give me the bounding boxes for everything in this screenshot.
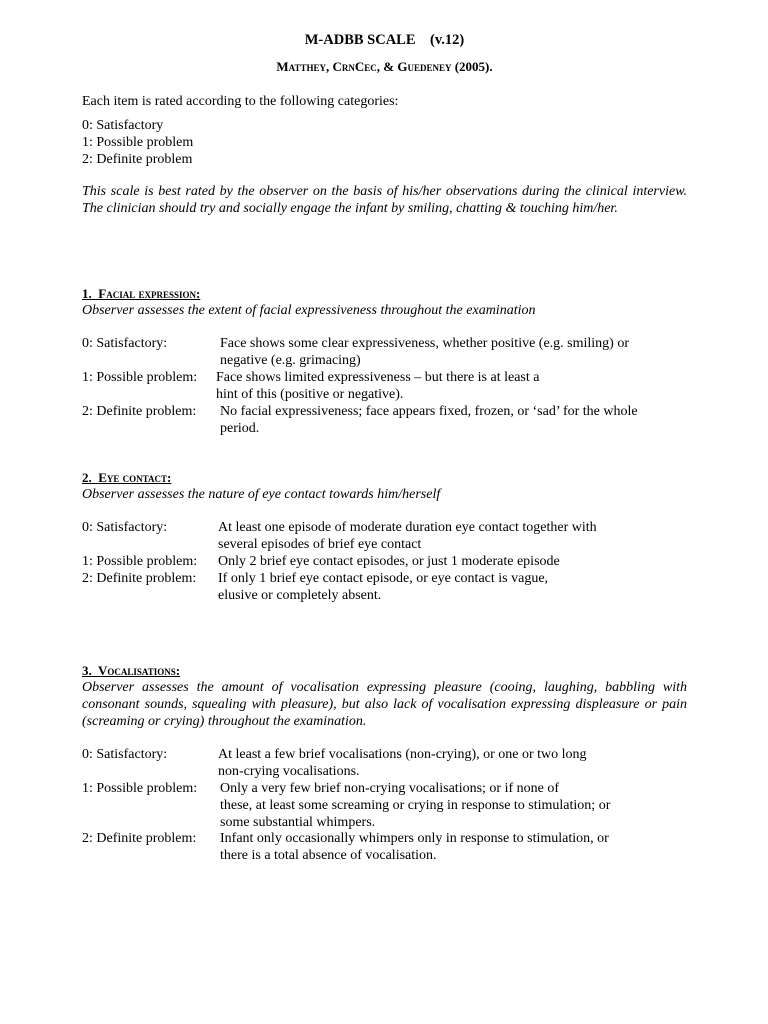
document-authors: Matthey, CrnCec, & Guedeney (2005). [276,59,493,74]
category-2: 2: Definite problem [82,152,193,167]
rating-line: elusive or completely absent. [218,588,382,603]
rating-label: 2: Definite problem: [82,571,197,586]
item-3-title: Vocalisations: [98,663,181,678]
rating-description [218,553,685,570]
item-2-number: 2. [82,470,92,485]
rating-description [216,369,683,403]
item-1-heading [82,285,200,302]
category-1: 1: Possible problem [82,135,194,150]
scale-note: This scale is best rated by the observer on the basis of his/her observations during the clinical interview. The clinician should try and socially engage the infant by smiling, chatting & touching him/her. [82,184,687,216]
rating-line: there is a total absence of vocalisation. [220,848,437,863]
rating-line: non-crying vocalisations. [218,764,360,779]
rating-line: If only 1 brief eye contact episode, or eye contact is vague, [218,571,549,586]
rating-line: Only 2 brief eye contact episodes, or just 1 moderate episode [218,554,560,569]
item-1-number: 1. [82,286,92,301]
rating-line: Infant only occasionally whimpers only in response to stimulation, or [220,831,609,846]
item-3-heading [82,662,180,679]
item-2-heading [82,469,171,486]
rating-label: 1: Possible problem: [82,781,198,796]
rating-label: 2: Definite problem: [82,831,197,846]
rating-description [220,335,687,369]
rating-label: 1: Possible problem: [82,370,198,385]
rating-line: Face shows limited expressiveness – but there is at least a [216,370,540,385]
rating-label: 0: Satisfactory: [82,747,168,762]
rating-line: No facial expressiveness; face appears fixed, frozen, or ‘sad’ for the whole [220,404,638,419]
document-title: M-ADBB SCALE (v.12) [304,32,465,48]
rating-description [218,570,685,604]
rating-label: 0: Satisfactory: [82,336,168,351]
rating-line: hint of this (positive or negative). [216,387,404,402]
item-3-instruction: Observer assesses the amount of vocalisation expressing pleasure (cooing, laughing, babbling with consonant sounds, squealing with pleasure), but also lack of vocalisation expressing displeasure or pain (screaming or crying) throughout the examination. [82,680,687,729]
rating-line: Only a very few brief non-crying vocalisations; or if none of [220,781,560,796]
rating-description [220,830,687,864]
rating-line: negative (e.g. grimacing) [220,353,361,368]
rating-line: At least a few brief vocalisations (non-crying), or one or two long [218,747,587,762]
rating-description [220,403,687,437]
rating-line: At least one episode of moderate duration eye contact together with [218,520,597,535]
rating-line: Face shows some clear expressiveness, whether positive (e.g. smiling) or [220,336,630,351]
intro-text: Each item is rated according to the following categories: [82,94,399,109]
item-2-title: Eye contact: [98,470,172,485]
rating-label: 2: Definite problem: [82,404,197,419]
item-1-title: Facial expression: [98,286,201,301]
rating-line: period. [220,421,260,436]
rating-line: some substantial whimpers. [220,815,376,830]
rating-description [218,519,685,553]
rating-line: these, at least some screaming or crying in response to stimulation; or [220,798,611,813]
item-3-number: 3. [82,663,92,678]
document-page [82,0,687,1024]
rating-label: 1: Possible problem: [82,554,198,569]
rating-description [218,746,685,780]
rating-line: several episodes of brief eye contact [218,537,422,552]
item-1-instruction: Observer assesses the extent of facial expressiveness throughout the examination [82,303,536,318]
rating-label: 0: Satisfactory: [82,520,168,535]
category-0: 0: Satisfactory [82,118,164,133]
rating-description [220,780,687,831]
item-2-instruction: Observer assesses the nature of eye contact towards him/herself [82,487,441,502]
